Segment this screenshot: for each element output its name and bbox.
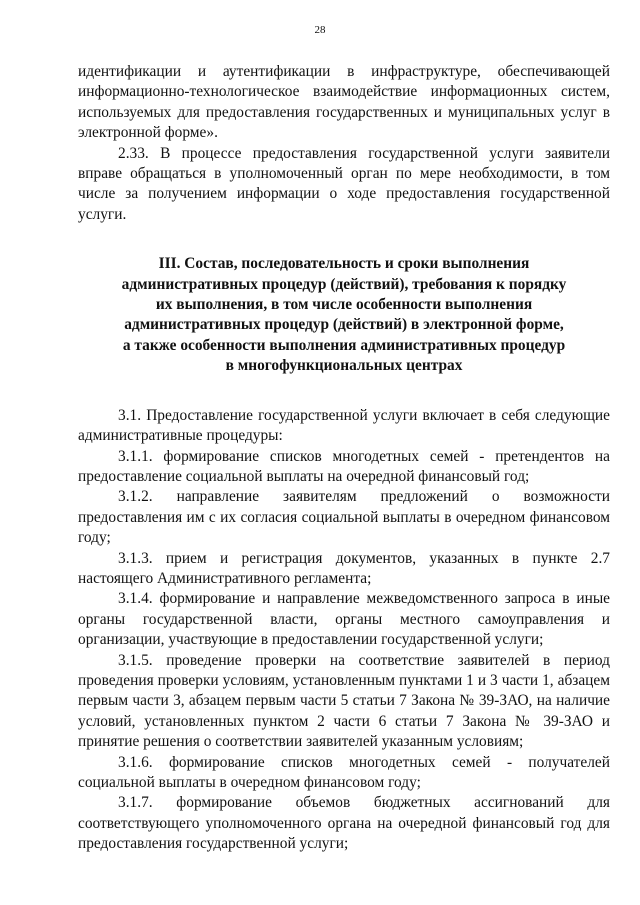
page-number: 28 [314, 24, 326, 36]
paragraph-2-33: 2.33. В процессе предоставления государственной услуги заявители вправе обращаться в уполномоченный орган по мере необходимости, в том числе за получением информации о ходе предоставления государственной услуги. [78, 144, 610, 223]
paragraph-3-1-2: 3.1.2. направление заявителям предложений о возможности предоставления им с их согласия социальной выплаты в очередном финансовом году; [78, 488, 610, 547]
paragraph-3-1-4: 3.1.4. формирование и направление межведомственного запроса в иные органы государственной власти, органы местного самоуправления и организации, участвующие в предоставлении государственной услуги; [78, 590, 610, 649]
section-heading-iii [78, 254, 610, 376]
section-heading-line: III. Состав, последовательность и сроки выполнения [158, 255, 530, 273]
document-body [78, 62, 610, 855]
paragraph-3-1-6: 3.1.6. формирование списков многодетных семей - получателей социальной выплаты в очередном финансовом году; [78, 753, 610, 791]
section-heading-line: а также особенности выполнения административных процедур [122, 336, 566, 354]
paragraph-3-1: 3.1. Предоставление государственной услуги включает в себя следующие административные процедуры: [78, 406, 610, 445]
paragraph-3-1-7: 3.1.7. формирование объемов бюджетных ассигнований для соответствующего уполномоченного органа на очередной финансовый год для предоставления государственной услуги; [78, 794, 610, 853]
paragraph-continuation: идентификации и аутентификации в инфраструктуре, обеспечивающей информационно-технологическое взаимодействие информационных систем, используемых для предоставления государственных и муниципальных услуг в электронной форме». [78, 63, 610, 142]
paragraph-3-1-3: 3.1.3. прием и регистрация документов, указанных в пункте 2.7 настоящего Административного регламента; [78, 549, 610, 587]
section-heading-line: их выполнения, в том числе особенности выполнения [155, 296, 533, 314]
paragraph-3-1-5: 3.1.5. проведение проверки на соответствие заявителей в период проведения проверки условиям, установленным пунктами 1 и 3 части 1, абзацем первым части 3, абзацем первым части 5 статьи 7 Закона № 39-ЗАО, на наличие условий, установленных пунктом 2 части 6 статьи 7 Закона № 39-ЗАО и принятие решения о соответствии заявителей указанным условиям; [78, 651, 610, 751]
section-heading-line: административных процедур (действий), требования к порядку [121, 275, 567, 293]
section-heading-line: в многофункциональных центрах [225, 357, 463, 375]
paragraph-3-1-1: 3.1.1. формирование списков многодетных семей - претендентов на предоставление социальной выплаты на очередной финансовый год; [78, 447, 610, 485]
section-heading-line: административных процедур (действий) в электронной форме, [124, 316, 564, 334]
